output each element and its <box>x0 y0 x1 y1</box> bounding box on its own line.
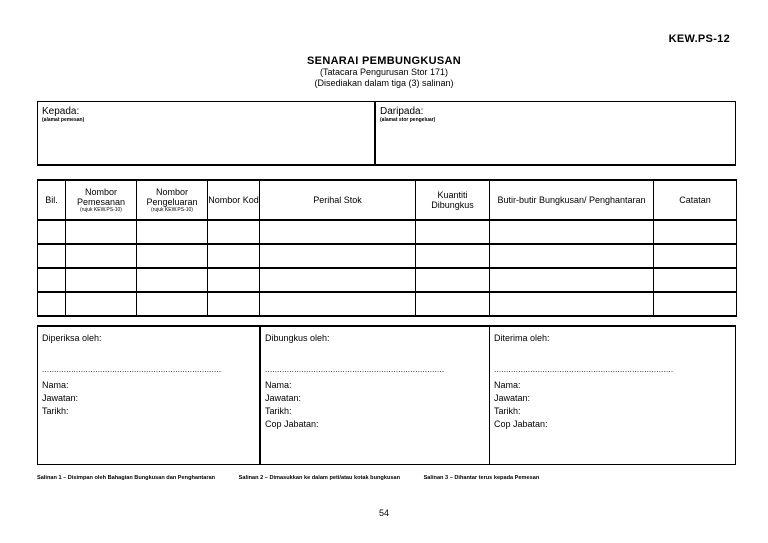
table-cell[interactable] <box>260 292 416 316</box>
position-label: Jawatan: <box>265 393 302 403</box>
table-header-row <box>38 180 737 220</box>
table-cell[interactable] <box>416 292 490 316</box>
table-cell[interactable] <box>66 268 137 292</box>
table-cell[interactable] <box>38 244 66 268</box>
document-title: SENARAI PEMBUNGKUSAN <box>307 55 461 67</box>
table-row <box>38 268 737 292</box>
table-cell[interactable] <box>490 292 654 316</box>
document-subtitle-copies: (Disediakan dalam tiga (3) salinan) <box>314 78 454 88</box>
table-cell[interactable] <box>416 244 490 268</box>
header-code-number: Nombor Kod <box>208 180 260 220</box>
recipient-address-field[interactable] <box>38 102 376 164</box>
copy-1-note: Salinan 1 – Disimpan oleh Bahagian Bungkusan dan Penghantaran <box>37 475 216 481</box>
table-cell[interactable] <box>208 244 260 268</box>
signature-line: .......................................................................... <box>42 365 222 374</box>
recipient-sublabel: (alamat pemesan) <box>42 117 85 123</box>
date-label: Tarikh: <box>265 406 292 416</box>
position-label: Jawatan: <box>494 393 531 403</box>
table-cell[interactable] <box>137 292 208 316</box>
header-stock-description: Perihal Stok <box>260 180 416 220</box>
header-issue-number-ref: (rujuk KEW.PS-10) <box>151 207 193 213</box>
header-order-number-ref: (rujuk KEW.PS-10) <box>80 207 122 213</box>
table-cell[interactable] <box>137 268 208 292</box>
signature-section <box>37 325 736 465</box>
sender-sublabel: (alamat stor pengeluar) <box>380 117 436 123</box>
table-cell[interactable] <box>38 268 66 292</box>
table-cell[interactable] <box>66 292 137 316</box>
copy-2-note: Salinan 2 – Dimasukkan ke dalam peti/atau kotak bungkusan <box>238 475 401 481</box>
table-cell[interactable] <box>260 244 416 268</box>
recipient-label: Kepada: <box>42 106 80 117</box>
checked-by-title: Diperiksa oleh: <box>42 333 102 343</box>
table-cell[interactable] <box>654 220 737 244</box>
table-cell[interactable] <box>137 220 208 244</box>
header-remarks: Catatan <box>654 180 737 220</box>
table-cell[interactable] <box>654 292 737 316</box>
table-cell[interactable] <box>654 268 737 292</box>
document-subtitle-reference: (Tatacara Pengurusan Stor 171) <box>319 67 449 77</box>
page-number: 54 <box>378 508 389 518</box>
header-order-number-label: Nombor Pemesanan <box>76 187 126 207</box>
packed-by-box[interactable] <box>261 327 490 464</box>
name-label: Nama: <box>265 380 292 390</box>
table-cell[interactable] <box>38 292 66 316</box>
name-label: Nama: <box>42 380 69 390</box>
header-issue-number-label: Nombor Pengeluaran <box>146 187 198 207</box>
header-issue-number <box>137 180 208 220</box>
table-row <box>38 292 737 316</box>
document-header <box>0 56 768 89</box>
header-order-number <box>66 180 137 220</box>
date-label: Tarikh: <box>494 406 521 416</box>
packed-by-title: Dibungkus oleh: <box>265 333 330 343</box>
received-by-title: Diterima oleh: <box>494 333 550 343</box>
table-row <box>38 244 737 268</box>
table-cell[interactable] <box>208 292 260 316</box>
received-by-box[interactable] <box>490 327 735 464</box>
table-row <box>38 220 737 244</box>
table-cell[interactable] <box>416 268 490 292</box>
table-cell[interactable] <box>490 220 654 244</box>
table-cell[interactable] <box>490 268 654 292</box>
department-stamp-label: Cop Jabatan: <box>265 419 319 429</box>
sender-label: Daripada: <box>380 106 424 117</box>
date-label: Tarikh: <box>42 406 69 416</box>
table-cell[interactable] <box>38 220 66 244</box>
table-cell[interactable] <box>208 268 260 292</box>
signature-line: .......................................................................... <box>494 365 674 374</box>
header-package-details: Butir-butir Bungkusan/ Penghantaran <box>490 180 654 220</box>
table-cell[interactable] <box>654 244 737 268</box>
table-cell[interactable] <box>208 220 260 244</box>
table-cell[interactable] <box>137 244 208 268</box>
header-bil: Bil. <box>38 180 66 220</box>
table-cell[interactable] <box>490 244 654 268</box>
name-label: Nama: <box>494 380 521 390</box>
signature-line: .......................................................................... <box>265 365 445 374</box>
checked-by-box[interactable] <box>38 327 261 464</box>
packing-items-table <box>37 179 737 317</box>
table-cell[interactable] <box>260 268 416 292</box>
sender-address-field[interactable] <box>376 102 735 164</box>
table-cell[interactable] <box>66 220 137 244</box>
copy-distribution-notes <box>37 475 736 481</box>
table-cell[interactable] <box>416 220 490 244</box>
department-stamp-label: Cop Jabatan: <box>494 419 548 429</box>
form-code: KEW.PS-12 <box>668 33 730 45</box>
address-box <box>37 101 736 166</box>
table-cell[interactable] <box>66 244 137 268</box>
header-quantity: Kuantiti Dibungkus <box>416 180 490 220</box>
copy-3-note: Salinan 3 – Dihantar terus kepada Pemesan <box>423 475 540 481</box>
table-cell[interactable] <box>260 220 416 244</box>
position-label: Jawatan: <box>42 393 79 403</box>
